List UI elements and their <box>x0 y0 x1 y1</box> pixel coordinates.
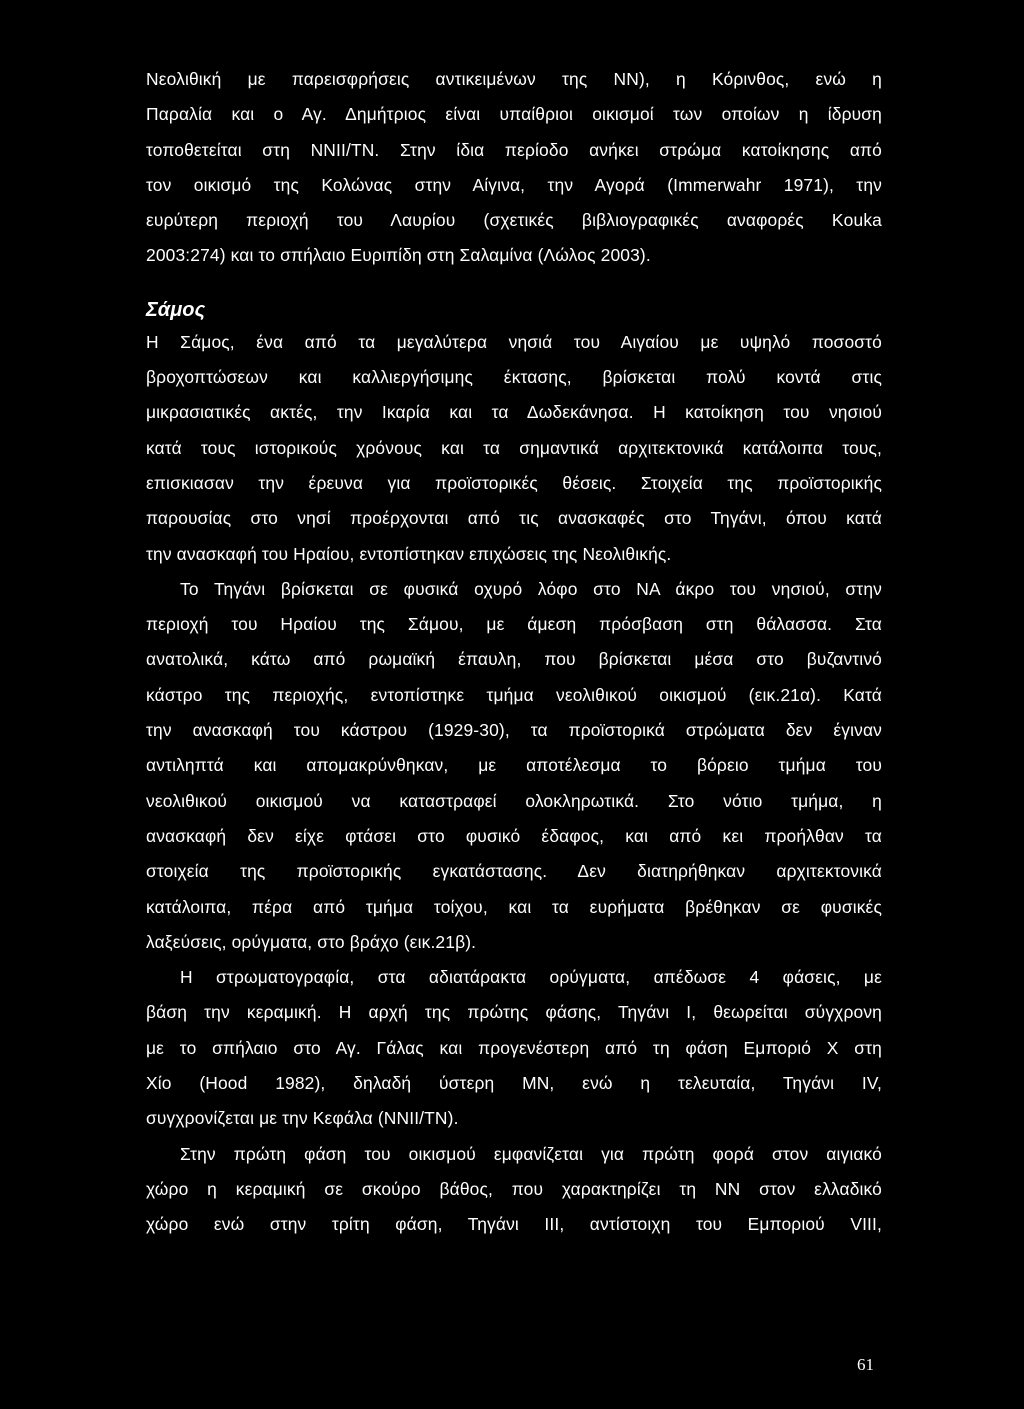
text-line: Νεολιθική με παρεισφρήσεις αντικειμένων της ΝΝ), η Κόρινθος, ενώ η <box>146 69 882 89</box>
text-line: Η Σάμος, ένα από τα μεγαλύτερα νησιά του Αιγαίου με υψηλό ποσοστό <box>146 331 882 352</box>
text-line: τον οικισμό της Κολώνας στην Αίγινα, την Αγορά (Immerwahr 1971), την <box>146 174 882 195</box>
text-line: Παραλία και ο Αγ. Δημήτριος είναι υπαίθριοι οικισμοί των οποίων η ίδρυση <box>146 104 882 125</box>
text-line: κάστρο της περιοχής, εντοπίστηκε τμήμα νεολιθικού οικισμού (εικ.21α). Κατά <box>146 684 882 705</box>
text-line: νεολιθικού οικισμού να καταστραφεί ολοκληρωτικά. Στο νότιο τμήμα, η <box>146 790 882 811</box>
text-line: βροχοπτώσεων και καλλιεργήσιμης έκτασης, βρίσκεται πολύ κοντά στις <box>146 367 882 388</box>
text-line: ανασκαφή δεν είχε φτάσει στο φυσικό έδαφος, και από κει προήλθαν τα <box>146 825 882 846</box>
text-line: ανατολικά, κάτω από ρωμαϊκή έπαυλη, που βρίσκεται μέσα στο βυζαντινό <box>146 649 882 670</box>
text-line: χώρο η κεραμική σε σκούρο βάθος, που χαρακτηρίζει τη ΝΝ στον ελλαδικό <box>146 1178 882 1199</box>
text-line: 2003:274) και το σπήλαιο Ευριπίδη στη Σαλαμίνα (Λώλος 2003). <box>146 245 651 266</box>
text-line: παρουσίας στο νησί προέρχονται από τις ανασκαφές στο Τηγάνι, όπου κατά <box>146 508 882 529</box>
text-line: Το Τηγάνι βρίσκεται σε φυσικά οχυρό λόφο στο ΝΑ άκρο του νησιού, στην <box>180 578 882 599</box>
text-line: βάση την κεραμική. Η αρχή της πρώτης φάσης, Τηγάνι Ι, θεωρείται σύγχρονη <box>146 1002 882 1023</box>
text-line: λαξεύσεις, ορύγματα, στο βράχο (εικ.21β). <box>146 931 477 952</box>
text-line: χώρο ενώ στην τρίτη φάση, Τηγάνι ΙΙΙ, αντίστοιχη του Εμποριού VIII, <box>146 1214 882 1235</box>
page-number: 61 <box>857 1355 874 1374</box>
paragraph-2 <box>146 572 882 960</box>
text-line: την ανασκαφή του Ηραίου, εντοπίστηκαν επιχώσεις της Νεολιθικής. <box>146 543 672 564</box>
intro-paragraph <box>146 62 882 274</box>
document-body <box>146 62 882 1243</box>
text-line: Η στρωματογραφία, στα αδιατάρακτα ορύγματα, απέδωσε 4 φάσεις, με <box>180 967 882 988</box>
text-line: με το σπήλαιο στο Αγ. Γάλας και προγενέστερη από τη φάση Εμποριό Χ στη <box>146 1037 882 1058</box>
text-line: αντιληπτά και απομακρύνθηκαν, με αποτέλεσμα το βόρειο τμήμα του <box>146 755 882 776</box>
text-line: επισκιασαν την έρευνα για προϊστορικές θέσεις. Στοιχεία της προϊστορικής <box>146 472 882 493</box>
text-line: περιοχή του Ηραίου της Σάμου, με άμεση πρόσβαση στη θάλασσα. Στα <box>146 614 882 635</box>
paragraph-1 <box>146 325 882 572</box>
paragraph-4 <box>146 1137 882 1243</box>
text-line: Χίο (Hood 1982), δηλαδή ύστερη ΜΝ, ενώ η τελευταία, Τηγάνι IV, <box>146 1073 882 1094</box>
text-line: κατάλοιπα, πέρα από τμήμα τοίχου, και τα ευρήματα βρέθηκαν σε φυσικές <box>146 896 882 917</box>
text-line: συγχρονίζεται με την Κεφάλα (ΝΝΙΙ/ΤΝ). <box>146 1108 459 1129</box>
paragraph-3 <box>146 960 882 1136</box>
section-heading: Σάμος <box>146 298 206 321</box>
text-line: στοιχεία της προϊστορικής εγκατάστασης. Δεν διατηρήθηκαν αρχιτεκτονικά <box>146 861 882 882</box>
text-line: κατά τους ιστορικούς χρόνους και τα σημαντικά αρχιτεκτονικά κατάλοιπα τους, <box>146 437 882 458</box>
text-line: ευρύτερη περιοχή του Λαυρίου (σχετικές βιβλιογραφικές αναφορές Kouka <box>146 210 882 231</box>
text-line: Στην πρώτη φάση του οικισμού εμφανίζεται για πρώτη φορά στον αιγιακό <box>180 1143 882 1164</box>
text-line: τοποθετείται στη ΝΝΙΙ/ΤΝ. Στην ίδια περίοδο ανήκει στρώμα κατοίκησης από <box>146 139 882 160</box>
text-line: την ανασκαφή του κάστρου (1929-30), τα προϊστορικά στρώματα δεν έγιναν <box>146 720 882 741</box>
text-line: μικρασιατικές ακτές, την Ικαρία και τα Δωδεκάνησα. Η κατοίκηση του νησιού <box>146 402 882 423</box>
